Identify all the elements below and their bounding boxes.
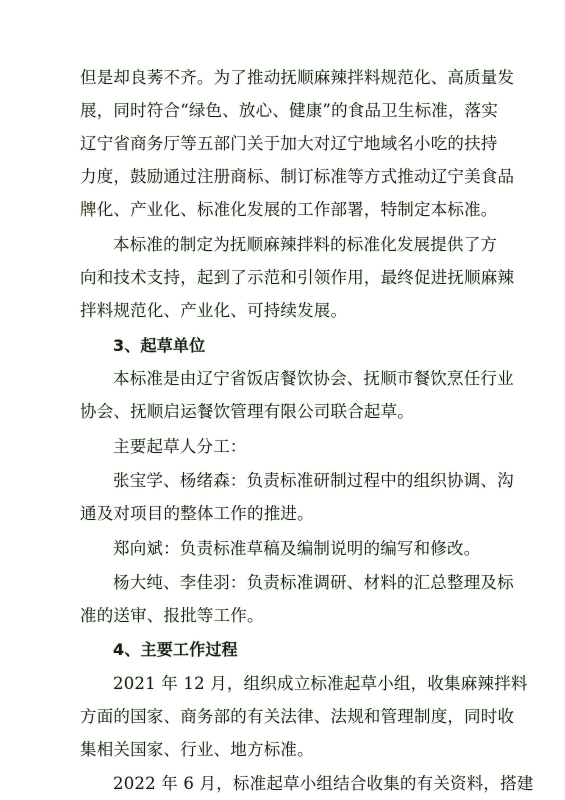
paragraph-line: 主要起草人分工： — [113, 437, 247, 456]
paragraph-line: 展，同时符合“绿色、放心、健康”的食品卫生标准，落实 — [80, 101, 499, 120]
paragraph-line: 向和技术支持，起到了示范和引领作用，最终促进抚顺麻辣 — [80, 268, 515, 287]
paragraph-line: 辽宁省商务厅等五部门关于加大对辽宁地域名小吃的扶持 — [80, 134, 498, 153]
paragraph-line: 通及对项目的整体工作的推进。 — [80, 504, 314, 523]
paragraph-line: 2022 年 6 月，标准起草小组结合收集的有关资料，搭建 — [113, 774, 534, 793]
paragraph-line: 2021 年 12 月，组织成立标准起草小组，收集麻辣拌料 — [113, 674, 528, 693]
paragraph-line: 集相关国家、行业、地方标准。 — [80, 740, 314, 759]
paragraph-line: 力度，鼓励通过注册商标、制订标准等方式推动辽宁美食品 — [80, 167, 515, 186]
paragraph-line: 张宝学、杨绪森：负责标准研制过程中的组织协调、沟 — [113, 471, 514, 490]
paragraph-line: 准的送审、报批等工作。 — [80, 606, 264, 625]
paragraph-line: 本标准的制定为抚顺麻辣拌料的标准化发展提供了方 — [113, 235, 498, 254]
paragraph-line: 但是却良莠不齐。为了推动抚顺麻辣拌料规范化、高质量发 — [80, 68, 515, 87]
paragraph-line: 牌化、产业化、标准化发展的工作部署，特制定本标准。 — [80, 200, 498, 219]
paragraph-line: 方面的国家、商务部的有关法律、法规和管理制度，同时收 — [80, 707, 515, 726]
paragraph-line: 拌料规范化、产业化、可持续发展。 — [80, 301, 348, 320]
paragraph-line: 协会、抚顺启运餐饮管理有限公司联合起草。 — [80, 402, 414, 421]
section-heading-drafting-unit: 3、起草单位 — [113, 336, 206, 355]
paragraph-line: 杨大纯、李佳羽：负责标准调研、材料的汇总整理及标 — [113, 573, 514, 592]
paragraph-line: 本标准是由辽宁省饭店餐饮协会、抚顺市餐饮烹任行业 — [113, 369, 514, 388]
section-heading-work-process: 4、主要工作过程 — [113, 640, 238, 659]
paragraph-line: 郑向斌：负责标准草稿及编制说明的编写和修改。 — [113, 539, 481, 558]
